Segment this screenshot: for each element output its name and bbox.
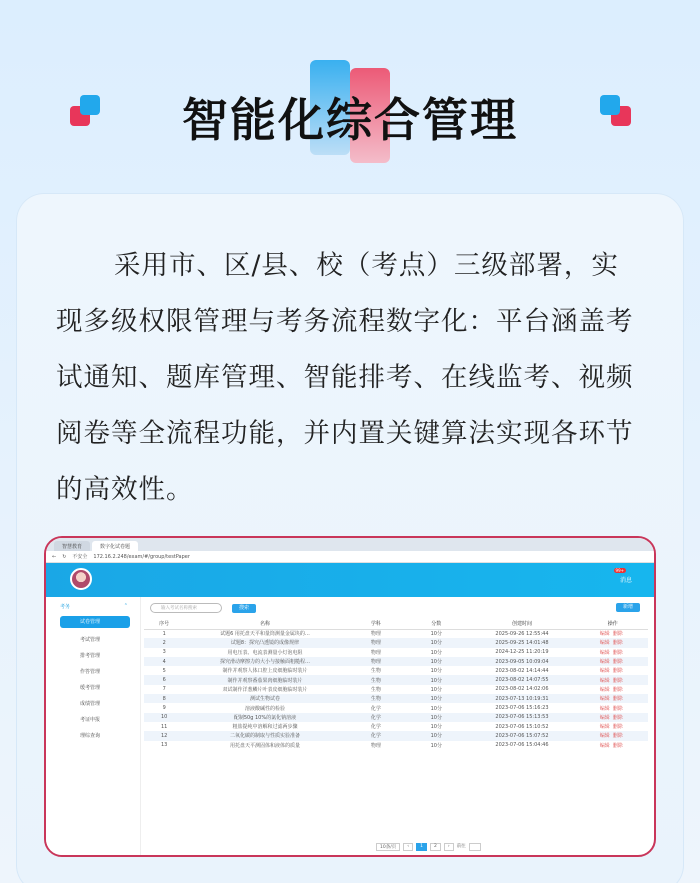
table-cell: 生物 xyxy=(346,675,406,684)
address-url[interactable]: 172.16.2.248/exam/#/group/testPaper xyxy=(93,553,190,560)
edit-link[interactable]: 编辑 xyxy=(599,677,610,684)
table-row[interactable] xyxy=(144,657,648,666)
title-area xyxy=(0,62,700,162)
table-cell: 物理 xyxy=(370,649,381,656)
delete-link[interactable]: 删除 xyxy=(612,714,623,721)
table-cell: 10分 xyxy=(406,638,466,647)
goto-label: 前往 xyxy=(456,844,466,849)
table-cell: 7 xyxy=(162,686,166,693)
table-cell: 10分 xyxy=(406,657,466,666)
edit-link[interactable]: 编辑 xyxy=(599,686,610,693)
delete-link[interactable]: 删除 xyxy=(612,733,623,740)
page-current[interactable]: 1 xyxy=(416,843,427,851)
edit-link[interactable]: 编辑 xyxy=(599,631,610,638)
table-cell: 制作并观察番茄果肉细胞临时装片 xyxy=(184,675,345,684)
table-cell: 10分 xyxy=(406,694,466,703)
table-cell: 1 xyxy=(162,630,166,637)
table-cell: 2023-07-06 15:13:53 xyxy=(467,713,578,722)
table-row[interactable] xyxy=(144,666,648,675)
row-actions xyxy=(577,629,648,638)
table-cell: 化学 xyxy=(346,713,406,722)
search-input[interactable]: 输入考试名称搜索 xyxy=(150,603,222,613)
next-page-button[interactable]: › xyxy=(444,843,454,851)
delete-link[interactable]: 删除 xyxy=(612,668,623,675)
prev-page-button[interactable]: ‹ xyxy=(403,843,413,851)
row-actions xyxy=(577,638,648,647)
delete-link[interactable]: 删除 xyxy=(612,640,623,647)
table-cell: 4 xyxy=(144,657,184,666)
edit-link[interactable]: 编辑 xyxy=(599,742,610,749)
avatar[interactable] xyxy=(70,568,92,590)
edit-link[interactable]: 编辑 xyxy=(599,668,610,675)
row-actions xyxy=(577,657,648,666)
description-text xyxy=(56,238,646,518)
back-icon[interactable]: ← xyxy=(52,553,57,560)
table-cell: 10分 xyxy=(406,731,466,740)
table-row[interactable] xyxy=(144,638,648,647)
pagination xyxy=(376,843,481,851)
table-header: 学科 xyxy=(346,619,406,629)
table-cell: 8 xyxy=(144,694,184,703)
delete-link[interactable]: 删除 xyxy=(612,677,623,684)
table-cell: 10分 xyxy=(406,675,466,684)
sidebar-item[interactable]: 作答管理 xyxy=(80,669,101,675)
table-cell: 10分 xyxy=(430,668,442,675)
row-actions xyxy=(577,713,648,722)
edit-link[interactable]: 编辑 xyxy=(599,733,610,740)
sidebar-section-label: 考务 xyxy=(60,604,71,610)
table-cell: 10分 xyxy=(430,686,442,693)
table-cell: 制作并观察人体口腔上皮细胞临时装片 xyxy=(222,668,308,675)
table-cell: 2023-08-02 14:07:55 xyxy=(467,675,578,684)
chevron-up-icon: ⌃ xyxy=(123,603,128,609)
table-cell: 2023-08-02 14:14:44 xyxy=(495,667,549,674)
table-cell: 探究滑动摩擦力的大小与接触面粗糙程… xyxy=(184,657,345,666)
sidebar-item[interactable]: 考证申报 xyxy=(80,717,101,723)
table-cell: 11 xyxy=(160,723,168,730)
delete-link[interactable]: 删除 xyxy=(612,686,623,693)
sidebar-item[interactable]: 缓考管理 xyxy=(80,685,101,691)
address-bar[interactable] xyxy=(46,551,654,563)
table-cell: 2025-09-25 14:01:48 xyxy=(467,638,578,647)
edit-link[interactable]: 编辑 xyxy=(599,714,610,721)
table-cell: 10分 xyxy=(406,713,466,722)
notice-badge: 99+ xyxy=(615,568,624,573)
sidebar-item-active[interactable]: 试卷管理 xyxy=(60,616,130,628)
table-cell: 12 xyxy=(144,731,184,740)
edit-link[interactable]: 编辑 xyxy=(599,649,610,656)
table-row[interactable] xyxy=(144,741,648,750)
goto-input[interactable] xyxy=(469,843,481,851)
table-cell: 2024-12-25 11:20:19 xyxy=(495,649,549,656)
page-title: 智能化综合管理 xyxy=(182,93,518,147)
table-cell: 物理 xyxy=(370,742,381,749)
sidebar-item[interactable]: 排考管理 xyxy=(80,653,101,659)
table-cell: 粗盐提纯中溶解和过滤两步骤 xyxy=(232,724,298,731)
table-cell: 物理 xyxy=(346,638,406,647)
table-cell: 2023-07-13 10:19:31 xyxy=(467,694,578,703)
table-header: 名称 xyxy=(184,619,345,629)
sidebar-section[interactable] xyxy=(46,597,140,610)
row-actions xyxy=(577,685,648,694)
table-cell: 10分 xyxy=(430,742,442,749)
table-cell: 10 xyxy=(144,713,184,722)
reload-icon[interactable]: ↻ xyxy=(62,553,67,560)
table-cell: 2023-08-02 14:02:06 xyxy=(495,686,549,693)
table-cell: 双试制作洋葱鳞片叶表皮细胞临时装片 xyxy=(222,686,308,693)
app-header xyxy=(46,563,654,597)
table-cell: 2025-09-26 12:55:44 xyxy=(495,630,549,637)
edit-link[interactable]: 编辑 xyxy=(599,696,610,703)
table-cell: 化学 xyxy=(346,731,406,740)
table-row[interactable] xyxy=(144,731,648,740)
table-cell: 3 xyxy=(162,649,166,656)
screenshot-frame xyxy=(44,536,656,857)
delete-link[interactable]: 删除 xyxy=(612,696,623,703)
table-cell: 化学 xyxy=(370,724,381,731)
edit-link[interactable]: 编辑 xyxy=(599,705,610,712)
browser-tab-active[interactable]: 数字化试卷题 xyxy=(92,541,138,551)
row-actions xyxy=(577,666,648,675)
table-cell: 测试生物试卷 xyxy=(184,694,345,703)
table-row[interactable] xyxy=(144,703,648,712)
row-actions xyxy=(577,694,648,703)
table-row[interactable] xyxy=(144,675,648,684)
table-cell: 2023-07-06 15:07:52 xyxy=(467,731,578,740)
row-actions xyxy=(577,731,648,740)
table-row[interactable] xyxy=(144,648,648,657)
delete-link[interactable]: 删除 xyxy=(612,631,623,638)
table-cell: 生物 xyxy=(370,686,381,693)
delete-link[interactable]: 删除 xyxy=(612,742,623,749)
search-row xyxy=(144,597,648,619)
row-actions xyxy=(577,741,648,750)
table-cell: 试题8：探究凸透镜的成像规律 xyxy=(184,638,345,647)
browser-tab[interactable]: 智慧教育 xyxy=(54,541,90,551)
row-actions xyxy=(577,703,648,712)
table-cell: 10分 xyxy=(430,631,442,638)
table-cell: 10分 xyxy=(430,705,442,712)
sidebar-item[interactable]: 考试管理 xyxy=(80,637,101,643)
row-actions xyxy=(577,722,648,731)
table-cell: 物理 xyxy=(346,657,406,666)
browser-tabbar xyxy=(46,538,654,551)
table-row[interactable] xyxy=(144,713,648,722)
table-cell: 6 xyxy=(144,675,184,684)
table-cell: 5 xyxy=(162,667,166,674)
edit-link[interactable]: 编辑 xyxy=(599,659,610,666)
table-cell: 配制50g 10%的氯化钠溶液 xyxy=(184,713,345,722)
delete-link[interactable]: 删除 xyxy=(612,659,623,666)
delete-link[interactable]: 删除 xyxy=(612,649,623,656)
edit-link[interactable]: 编辑 xyxy=(599,724,610,731)
table-header: 操作 xyxy=(577,619,648,629)
table-cell: 2023-07-06 15:04:46 xyxy=(495,742,549,749)
table-cell: 2 xyxy=(144,638,184,647)
table-cell: 试题6 用托盘天平和量筒测量金属块的… xyxy=(220,631,310,638)
main-content xyxy=(144,597,648,855)
table-cell: 13 xyxy=(160,742,168,749)
row-actions xyxy=(577,648,648,657)
page-size-select[interactable]: 10条/页 xyxy=(376,843,400,851)
table-cell: 2023-09-05 10:09:04 xyxy=(467,657,578,666)
table-cell: 化学 xyxy=(370,705,381,712)
sidebar-item[interactable]: 理综查询 xyxy=(80,733,101,739)
sidebar xyxy=(46,597,141,855)
table-cell: 10分 xyxy=(430,649,442,656)
table-row[interactable] xyxy=(144,694,648,703)
description-body: 采用市、区/县、校（考点）三级部署，实现多级权限管理与考务流程数字化：平台涵盖考试通知、题库管理、智能排考、在线监考、视频阅卷等全流程功能，并内置关键算法实现各环节的高效性。 xyxy=(56,250,634,505)
delete-link[interactable]: 删除 xyxy=(612,705,623,712)
table-cell: 2023-07-06 15:16:23 xyxy=(495,705,549,712)
table-cell: 溶液酸碱性的检验 xyxy=(244,705,285,712)
table-cell: 9 xyxy=(162,705,166,712)
table-cell: 生物 xyxy=(346,694,406,703)
table-cell: 2023-07-06 15:10:52 xyxy=(495,723,549,730)
edit-link[interactable]: 编辑 xyxy=(599,640,610,647)
table-cell: 物理 xyxy=(370,631,381,638)
table-header: 序号 xyxy=(144,619,184,629)
paper-table xyxy=(144,619,648,750)
delete-link[interactable]: 删除 xyxy=(612,724,623,731)
table-row[interactable] xyxy=(144,722,648,731)
table-header: 分数 xyxy=(406,619,466,629)
page-next-number[interactable]: 2 xyxy=(430,843,441,851)
add-button[interactable]: 新增 xyxy=(616,603,640,612)
row-actions xyxy=(577,675,648,684)
table-cell: 用电压表、电流表测量小灯泡电阻 xyxy=(227,649,303,656)
table-cell: 用托盘天平测固体和液体的质量 xyxy=(229,742,300,749)
table-row[interactable] xyxy=(144,685,648,694)
sidebar-item[interactable]: 成绩管理 xyxy=(80,701,101,707)
notice-link[interactable]: 消息 xyxy=(619,577,632,584)
table-header: 创建时间 xyxy=(467,619,578,629)
table-cell: 10分 xyxy=(430,724,442,731)
table-row[interactable] xyxy=(144,629,648,638)
insecure-label: 不安全 xyxy=(72,554,88,560)
search-button[interactable]: 搜索 xyxy=(232,604,256,613)
table-cell: 生物 xyxy=(370,668,381,675)
table-cell: 二氧化碳的制取与性质实验准备 xyxy=(184,731,345,740)
